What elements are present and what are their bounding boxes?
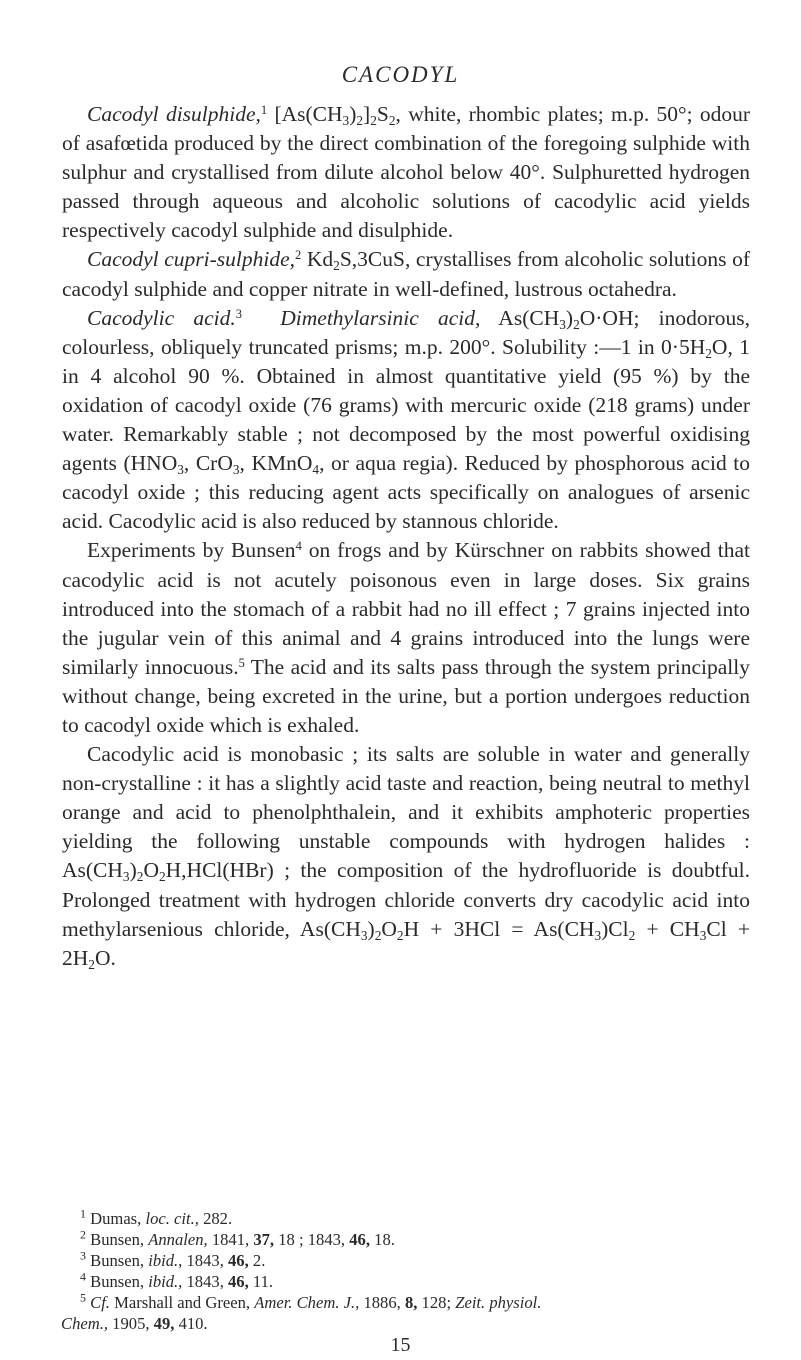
page-number: 15 (390, 1334, 411, 1356)
footnote-ref[interactable]: 1 (260, 103, 268, 118)
footnote-ref[interactable]: 3 (235, 306, 242, 321)
paragraph-monobasic: Cacodylic acid is monobasic ; its salts are soluble in water and generally non-crystalline : it has a slightly acid taste and reaction, being neutral to methyl orange and acid to phenolphthalein, and it exhibits amphoteric properties yielding the following unstable compounds with hydrogen halides : $As(CH_3)_2O_2H,HCl(HBr)$ ; the composition of the hydrofluoride is doubtful. Prolonged treatment with hydrogen chloride converts dry cacodylic acid into methylarsenious chloride, $As(CH_3)_2O_2H + 3HCl = As(CH_3)Cl_2 + CH_3Cl + 2H_2O$. (62, 742, 750, 972)
footnote-5: $^5$ Cf. Marshall and Green, Amer. Chem. J., 1886, 8, 128; Zeit. physiol. (80, 1290, 542, 1312)
footnote-2: $^2$ Bunsen, Annalen, 1841, 37, 18 ; 1843, 46, 18. (80, 1227, 395, 1249)
term: Cacodyl disulphide, (87, 102, 261, 126)
footnote-1: $^1$ Dumas, loc. cit., 282. (80, 1206, 233, 1228)
body-text (62, 100, 750, 973)
paragraph-cacodyl-disulphide: Cacodyl disulphide,$^1$ $[As(CH_3)_2]_2S_2$, white, rhombic plates; m.p. 50°; odour of asafœtida produced by the direct combination of the foregoing sulphide with sulphur and crystallised from dilute alcohol below 40°. Sulphuretted hydrogen passed through aqueous and alcoholic solutions of cacodylic acid yields respectively cacodyl sulphide and disulphide. (62, 102, 751, 243)
footnote-ref[interactable]: 4 (295, 539, 302, 554)
term: Cacodylic acid. (87, 305, 236, 330)
paragraph-cacodyl-cupri-sulphide: Cacodyl cupri-sulphide,$^2$ $Kd_2S,3CuS$, crystallises from alcoholic solutions of cacodyl sulphide and copper nitrate in well-defined, lustrous octahedra. (62, 247, 750, 301)
paragraph-experiments: Experiments by Bunsen$^4$ on frogs and by Kürschner on rabbits showed that cacodylic acid is not acutely poisonous even in large doses. Six grains introduced into the stomach of a rabbit had no ill effect ; 7 grains injected into the jugular vein of this animal and 4 grains introduced into the lungs were similarly innocuous.$^5$ The acid and its salts pass through the system principally without change, being excreted in the urine, but a portion undergoes reduction to cacodyl oxide which is exhaled. (62, 538, 750, 737)
term: Dimethylarsinic acid, (280, 305, 481, 330)
footnote-ref[interactable]: 5 (238, 655, 245, 670)
running-head: CACODYL (341, 62, 460, 87)
footnotes (61, 1206, 750, 1334)
footnote-3: $^3$ Bunsen, ibid., 1843, 46, 2. (80, 1248, 266, 1270)
footnote-4: $^4$ Bunsen, ibid., 1843, 46, 11. (80, 1269, 274, 1291)
paragraph-cacodylic-acid: Cacodylic acid.$^3$ Dimethylarsinic acid, $As(CH_3)_2O\cdot OH$; inodorous, colourless, obliquely truncated prisms; m.p. 200°. Solubility :—1 in $0\cdot 5H_2O$, 1 in 4 alcohol 90 %. Obtained in almost quantitative yield (95 %) by the oxidation of cacodyl oxide (76 grams) with mercuric oxide (218 grams) under water. Remarkably stable ; not decomposed by the most powerful oxidising agents ($HNO_3$, CrO$_3$, KMnO$_4$, or aqua regia). Reduced by phosphorous acid to cacodyl oxide ; this reducing agent acts specifically on analogues of arsenic acid. Cacodylic acid is also reduced by stannous chloride. (62, 305, 751, 534)
footnote-ref[interactable]: 2 (295, 248, 302, 263)
term: Cacodyl cupri-sulphide, (87, 247, 296, 272)
footnote-5-continued: Chem., 1905, 49, 410. (61, 1314, 208, 1333)
